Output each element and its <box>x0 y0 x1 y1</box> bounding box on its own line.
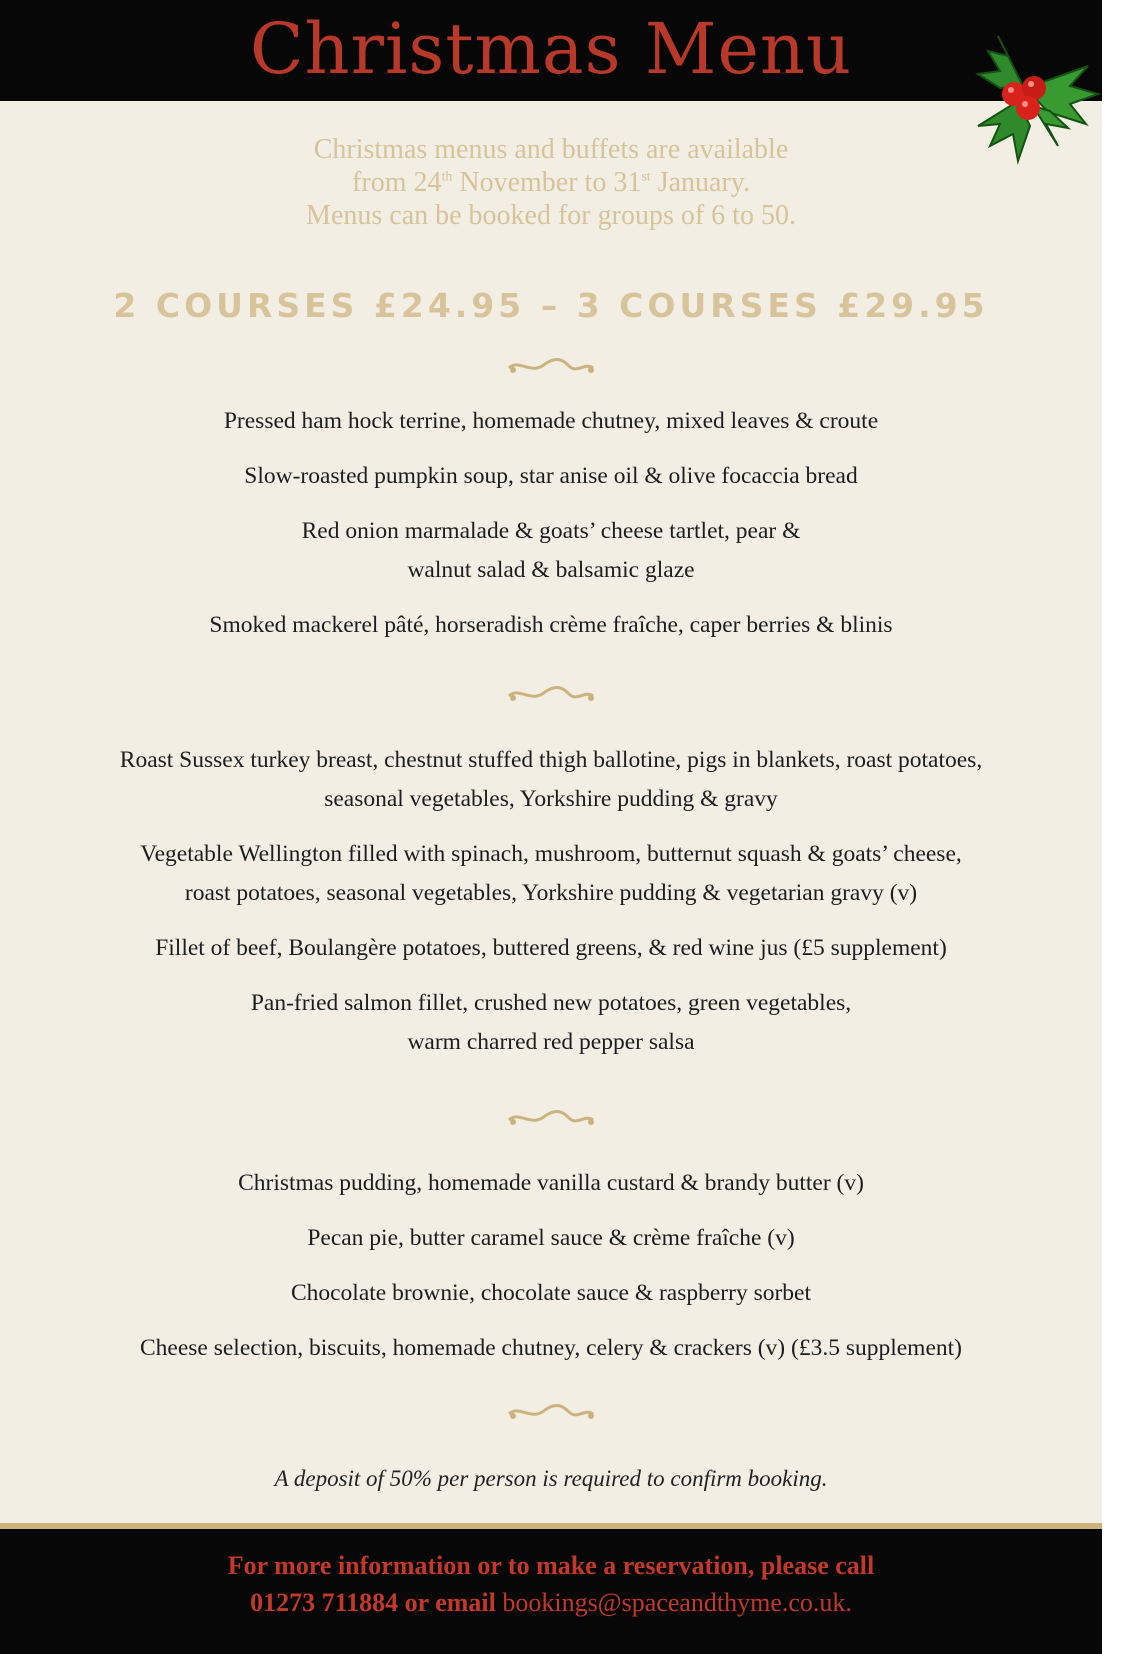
menu-item: Chocolate brownie, chocolate sauce & raspberry sorbet <box>290 1280 812 1306</box>
menu-item: Pressed ham hock terrine, homemade chutney, mixed leaves & croute <box>223 408 879 434</box>
mains-section <box>0 741 1102 1078</box>
menu-item: Pecan pie, butter caramel sauce & crème fraîche (v) <box>307 1225 795 1251</box>
menu-item: Smoked mackerel pâté, horseradish crème fraîche, caper berries & blinis <box>209 612 893 638</box>
intro-line-1: Christmas menus and buffets are available <box>313 134 789 165</box>
email-link[interactable]: bookings@spaceandthyme.co.uk. <box>502 1588 852 1617</box>
contact-line <box>0 1588 1102 1618</box>
menu-item: Roast Sussex turkey breast, chestnut stuffed thigh ballotine, pigs in blankets, roast potatoes, seasonal vegetables, Yorkshire pudding & gravy <box>119 747 983 812</box>
flourish-divider-icon <box>505 682 597 706</box>
deposit-note: A deposit of 50% per person is required to confirm booking. <box>274 1466 828 1491</box>
page-margin <box>1102 0 1132 1654</box>
flourish-divider-icon <box>505 1106 597 1130</box>
header-band <box>0 0 1102 101</box>
menu-item: Christmas pudding, homemade vanilla custard & brandy butter (v) <box>238 1170 864 1196</box>
menu-item: Pan-fried salmon fillet, crushed new potatoes, green vegetables, warm charred red pepper salsa <box>250 990 852 1055</box>
intro-line-3: Menus can be booked for groups of 6 to 50. <box>306 200 796 231</box>
page-title: Christmas Menu <box>249 8 853 90</box>
menu-item: Vegetable Wellington filled with spinach, mushroom, butternut squash & goats’ cheese, roast potatoes, seasonal vegetables, Yorkshire pudding & vegetarian gravy (v) <box>140 841 962 906</box>
reservation-text: For more information or to make a reservation, please call <box>227 1551 875 1580</box>
menu-item: Red onion marmalade & goats’ cheese tartlet, pear & walnut salad & balsamic glaze <box>301 518 801 583</box>
availability-text <box>0 133 1102 232</box>
footer-band <box>0 1529 1102 1654</box>
phone-number: 01273 711884 or email <box>250 1588 496 1617</box>
menu-item: Slow-roasted pumpkin soup, star anise oil & olive focaccia bread <box>244 463 858 489</box>
menu-item: Cheese selection, biscuits, homemade chutney, celery & crackers (v) (£3.5 supplement) <box>140 1335 962 1361</box>
course-prices: 2 COURSES £24.95 – 3 COURSES £29.95 <box>113 286 989 325</box>
flourish-divider-icon <box>505 354 597 378</box>
starters-section <box>0 402 1102 661</box>
intro-line-2: from 24th November to 31st January. <box>352 167 750 198</box>
flourish-divider-icon <box>505 1400 597 1424</box>
desserts-section <box>0 1164 1102 1384</box>
menu-item: Fillet of beef, Boulangère potatoes, buttered greens, & red wine jus (£5 supplement) <box>155 935 947 961</box>
